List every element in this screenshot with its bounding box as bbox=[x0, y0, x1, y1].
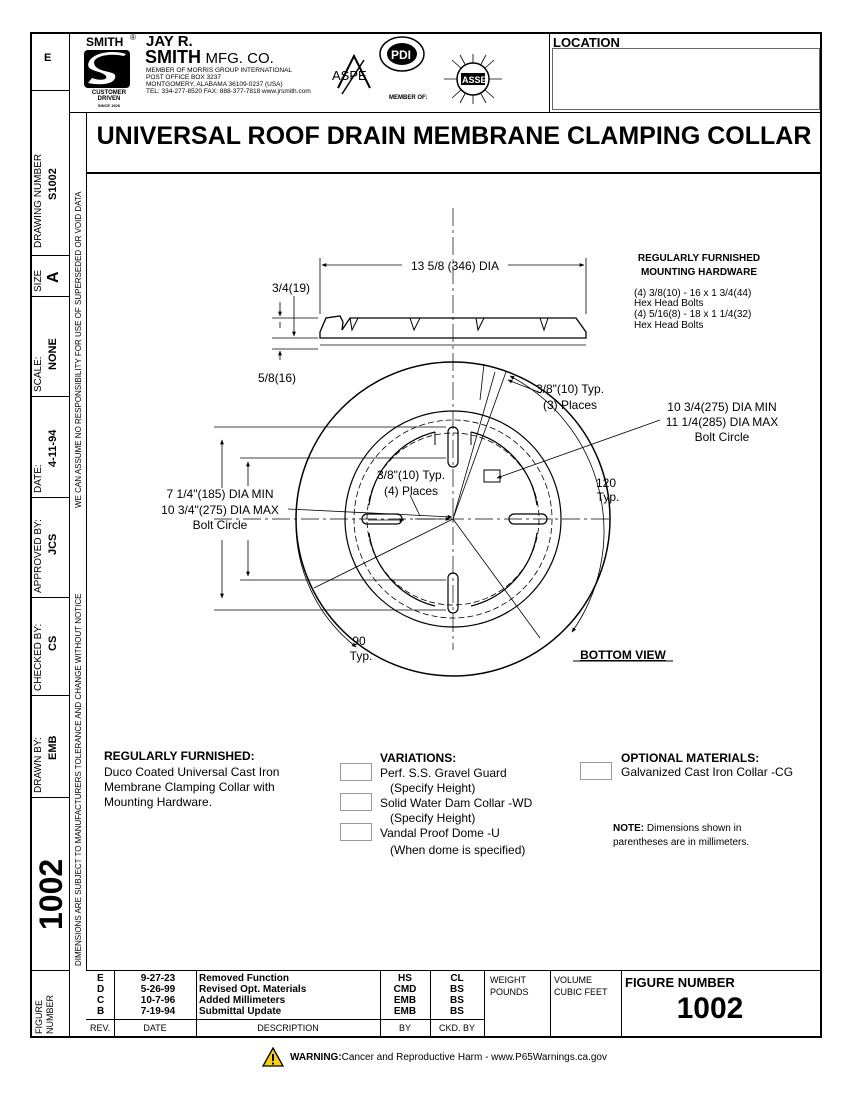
dim-top-label: 3/4(19) bbox=[272, 281, 311, 295]
since-year: SINCE 1926 bbox=[97, 103, 121, 108]
side-divider bbox=[30, 797, 69, 798]
ckd-col-divider bbox=[484, 970, 485, 1038]
furnished-line: Mounting Hardware. bbox=[104, 795, 213, 809]
hardware-line: (4) 5/16(8) - 18 x 1 1/4(32) bbox=[634, 309, 752, 320]
company-address bbox=[146, 67, 311, 95]
callout-bolt-inner-2: 10 3/4"(275) DIA MAX bbox=[161, 503, 279, 517]
brand-top: SMITH bbox=[86, 35, 124, 49]
figure-number-value: 1002 bbox=[676, 992, 744, 1025]
aspe-logo bbox=[330, 50, 380, 100]
location-label: LOCATION bbox=[553, 35, 620, 50]
callout-3-places-2: (3) Places bbox=[542, 398, 598, 412]
rev-header: REV. bbox=[90, 1023, 111, 1033]
variations-title: VARIATIONS: bbox=[380, 751, 457, 765]
side-divider bbox=[30, 255, 69, 256]
variation-checkbox-gravel-guard[interactable] bbox=[340, 763, 372, 781]
side-divider bbox=[30, 90, 69, 91]
callout-bolt-inner-3: Bolt Circle bbox=[192, 518, 248, 532]
warning-triangle-icon bbox=[262, 1047, 284, 1067]
weight-col-divider bbox=[550, 970, 551, 1038]
variation-water-dam-note: (Specify Height) bbox=[390, 811, 476, 825]
description-cell: Submittal Update bbox=[199, 1006, 282, 1017]
mfg-co: MFG. CO. bbox=[205, 50, 274, 67]
rev-cell: E bbox=[97, 973, 104, 984]
optional-galvanized: Galvanized Cast Iron Collar -CG bbox=[621, 765, 794, 779]
description-header: DESCRIPTION bbox=[257, 1023, 319, 1033]
date-header: DATE bbox=[143, 1023, 167, 1033]
variation-water-dam: Solid Water Dam Collar -WD bbox=[380, 796, 533, 810]
furnished-title: REGULARLY FURNISHED: bbox=[104, 749, 255, 763]
member-of: MEMBER OF: bbox=[389, 95, 428, 101]
checked-by-value: CS bbox=[47, 635, 59, 651]
variation-gravel-guard: Perf. S.S. Gravel Guard bbox=[380, 766, 507, 780]
address-line: TEL: 334-277-8520 FAX: 888-377-7818 www.jrsmith.com bbox=[146, 88, 311, 95]
smith-word: SMITH bbox=[145, 47, 201, 67]
drawing-number-label: DRAWING NUMBER bbox=[33, 153, 44, 248]
rev-cell: C bbox=[97, 995, 105, 1006]
weight-cell bbox=[490, 974, 529, 998]
angle-90-typ: Typ. bbox=[349, 649, 373, 663]
hardware-line: (4) 3/8(10) - 16 x 1 3/4(44) bbox=[634, 288, 752, 299]
callout-bolt-outer-2: 11 1/4(285) DIA MAX bbox=[665, 415, 779, 429]
side-divider bbox=[30, 695, 69, 696]
scale-label: SCALE: bbox=[33, 356, 44, 392]
description-column bbox=[199, 973, 306, 1017]
pdi-text: PDI bbox=[391, 48, 412, 62]
bottom-view-label: BOTTOM VIEW bbox=[580, 648, 666, 662]
angle-120-typ: Typ. bbox=[596, 490, 620, 504]
ckd-cell: BS bbox=[450, 995, 464, 1006]
hardware-title-1: REGULARLY FURNISHED bbox=[637, 253, 761, 264]
callout-bolt-outer-3: Bolt Circle bbox=[694, 430, 750, 444]
side-divider bbox=[30, 497, 69, 498]
weight-label: WEIGHT bbox=[490, 975, 526, 985]
date-cell: 9-27-23 bbox=[140, 973, 176, 984]
drawing-title: UNIVERSAL ROOF DRAIN MEMBRANE CLAMPING COLLAR bbox=[96, 122, 812, 150]
variation-vandal-dome: Vandal Proof Dome -U bbox=[380, 826, 500, 840]
ckd-cell: BS bbox=[450, 1006, 464, 1017]
description-cell: Added Millimeters bbox=[199, 995, 286, 1006]
callout-bolt-outer-1: 10 3/4(275) DIA MIN bbox=[667, 400, 777, 414]
technical-drawing bbox=[86, 174, 822, 734]
variation-vandal-dome-note: (When dome is specified) bbox=[390, 843, 526, 857]
warning-label: WARNING: bbox=[290, 1051, 342, 1063]
dim-bottom-label: 5/8(16) bbox=[258, 371, 297, 385]
warning-line bbox=[262, 1047, 607, 1067]
note-label: NOTE: bbox=[613, 823, 645, 834]
tolerance-note: DIMENSIONS ARE SUBJECT TO MANUFACTURERS TOLERANCE AND CHANGE WITHOUT NOTICE bbox=[74, 593, 83, 966]
optional-checkbox-galvanized[interactable] bbox=[580, 762, 612, 780]
ckd-column bbox=[430, 973, 484, 1017]
date-cell: 5-26-99 bbox=[140, 984, 176, 995]
description-cell: Removed Function bbox=[199, 973, 290, 984]
date-cell: 7-19-94 bbox=[140, 1006, 176, 1017]
address-line: MEMBER OF MORRIS GROUP INTERNATIONAL bbox=[146, 67, 293, 74]
figure-label-side: FIGURE bbox=[34, 999, 44, 1034]
pounds-label: POUNDS bbox=[490, 987, 529, 997]
figure-number-side: 1002 bbox=[33, 858, 69, 930]
smith-logo bbox=[78, 33, 138, 108]
customer-driven: CUSTOMER DRIVEN bbox=[91, 90, 127, 102]
variation-gravel-guard-note: (Specify Height) bbox=[390, 781, 476, 795]
pdi-logo bbox=[376, 34, 428, 74]
location-divider bbox=[549, 32, 550, 112]
void-data-note: WE CAN ASSUME NO RESPONSIBILITY FOR USE OF SUPERSEDED OR VOID DATA bbox=[74, 191, 83, 508]
approved-by-label: APPROVED BY: bbox=[33, 519, 44, 593]
by-cell: EMB bbox=[393, 995, 417, 1006]
furnished-text bbox=[104, 765, 279, 810]
address-line: MONTGOMERY, ALABAMA 36109-0237 (USA) bbox=[146, 81, 283, 88]
by-column bbox=[380, 973, 430, 1017]
by-cell: EMB bbox=[393, 1006, 417, 1017]
date-value: 4-11-94 bbox=[47, 429, 59, 467]
dim-dia-label: 13 5/8 (346) DIA bbox=[410, 259, 500, 273]
logo-block bbox=[84, 50, 130, 88]
drawn-by-value: EMB bbox=[47, 735, 59, 760]
center-lines bbox=[214, 208, 612, 650]
volume-label: VOLUME bbox=[554, 975, 593, 985]
rev-cell: D bbox=[97, 984, 105, 995]
company-name-line1: JAY R. bbox=[146, 33, 193, 50]
side-divider bbox=[30, 396, 69, 397]
side-divider bbox=[30, 970, 69, 971]
by-header: BY bbox=[398, 1023, 411, 1033]
callout-3-places-1: 3/8"(10) Typ. bbox=[535, 382, 605, 396]
asse-logo bbox=[440, 52, 506, 106]
optional-title: OPTIONAL MATERIALS: bbox=[621, 751, 760, 765]
note-text-2: parentheses are in millimeters. bbox=[613, 837, 750, 848]
ckd-cell: BS bbox=[450, 984, 464, 995]
warning-text: Cancer and Reproductive Harm - www.P65Warnings.ca.gov bbox=[341, 1051, 607, 1063]
volume-cell bbox=[554, 974, 608, 998]
callout-4-places-2: (4) Places bbox=[383, 484, 439, 498]
hardware-line: Hex Head Bolts bbox=[634, 298, 704, 309]
side-divider bbox=[30, 597, 69, 598]
side-divider bbox=[30, 296, 69, 297]
ckd-header: CKD. BY bbox=[438, 1023, 475, 1033]
scale-value: NONE bbox=[47, 338, 59, 370]
approved-by-value: JCS bbox=[47, 533, 59, 555]
revision-header-divider bbox=[86, 1019, 484, 1020]
rev-cell: B bbox=[97, 1006, 105, 1017]
description-cell: Revised Opt. Materials bbox=[199, 984, 307, 995]
checked-by-label: CHECKED BY: bbox=[33, 623, 44, 691]
header-divider bbox=[69, 112, 822, 113]
size-label: SIZE bbox=[33, 269, 44, 292]
note-text-1: Dimensions shown in bbox=[644, 823, 742, 834]
by-cell: CMD bbox=[393, 984, 417, 995]
date-cell: 10-7-96 bbox=[140, 995, 176, 1006]
drawing-number: S1002 bbox=[47, 168, 59, 200]
address-line: POST OFFICE BOX 3237 bbox=[146, 74, 222, 81]
reg-mark: ® bbox=[130, 33, 136, 42]
note-block bbox=[613, 822, 749, 850]
asse-text: ASSE bbox=[462, 75, 487, 85]
rev-column bbox=[97, 973, 104, 1017]
revision-letter: E bbox=[44, 52, 52, 64]
callout-bolt-inner-1: 7 1/4"(185) DIA MIN bbox=[166, 487, 274, 501]
hardware-line: Hex Head Bolts bbox=[634, 320, 704, 331]
location-box bbox=[552, 48, 820, 110]
angle-120-label: 120 bbox=[595, 476, 617, 490]
figure-number-label: FIGURE NUMBER bbox=[625, 975, 735, 990]
angle-90-label: 90 bbox=[352, 634, 366, 648]
variation-checkbox-vandal-dome[interactable] bbox=[340, 823, 372, 841]
company-name-line2 bbox=[145, 48, 274, 68]
date-label: DATE: bbox=[33, 464, 44, 493]
variation-checkbox-water-dam[interactable] bbox=[340, 793, 372, 811]
by-cell: HS bbox=[398, 973, 412, 984]
callout-4-places-1: 3/8"(10) Typ. bbox=[376, 468, 446, 482]
number-label-side: NUMBER bbox=[45, 994, 55, 1034]
cubic-feet-label: CUBIC FEET bbox=[554, 987, 608, 997]
furnished-line: Duco Coated Universal Cast Iron bbox=[104, 765, 280, 779]
s-swoosh-icon bbox=[84, 50, 130, 88]
furnished-line: Membrane Clamping Collar with bbox=[104, 780, 275, 794]
size-value: A bbox=[45, 271, 62, 283]
date-column bbox=[128, 973, 188, 1017]
drawn-by-label: DRAWN BY: bbox=[33, 737, 44, 793]
hardware-title-2: MOUNTING HARDWARE bbox=[640, 267, 758, 278]
aspe-text: ASPE bbox=[332, 68, 367, 83]
ckd-cell: CL bbox=[450, 973, 464, 984]
